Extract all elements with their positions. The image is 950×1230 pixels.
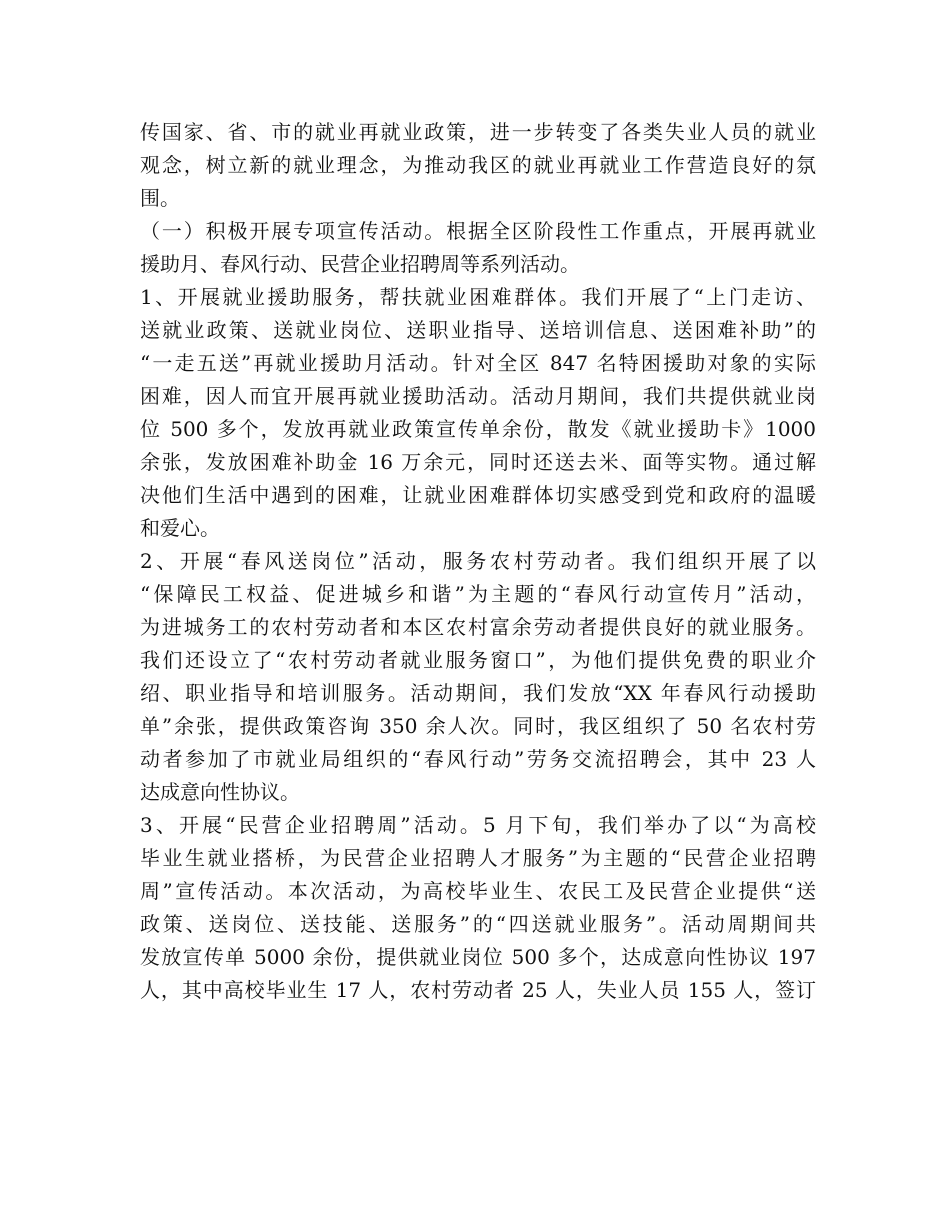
text-line: （一）积极开展专项宣传活动。根据全区阶段性工作重点，开展再就业 [140,219,816,243]
text-line: 达成意向性协议。 [140,780,300,804]
text-line: “一走五送”再就业援助月活动。针对全区 847 名特困援助对象的实际 [140,351,816,375]
text-line: 毕业生就业搭桥，为民营企业招聘人才服务”为主题的“民营企业招聘 [140,846,816,870]
text-line: 周”宣传活动。本次活动，为高校毕业生、农民工及民营企业提供“送 [140,879,816,903]
text-line: 发放宣传单 5000 余份，提供就业岗位 500 多个，达成意向性协议 197 [140,945,816,969]
text-line: 2、开展“春风送岗位”活动，服务农村劳动者。我们组织开展了以 [140,549,816,573]
text-line: 1、开展就业援助服务，帮扶就业困难群体。我们开展了“上门走访、 [140,285,816,309]
text-line: 余张，发放困难补助金 16 万余元，同时还送去米、面等实物。通过解 [140,450,816,474]
text-line: 政策、送岗位、送技能、送服务”的“四送就业服务”。活动周期间共 [140,912,816,936]
text-line: 单”余张，提供政策咨询 350 余人次。同时，我区组织了 50 名农村劳 [140,714,816,738]
text-line: 援助月、春风行动、民营企业招聘周等系列活动。 [140,252,580,276]
text-line: 观念，树立新的就业理念，为推动我区的就业再就业工作营造良好的氛 [140,153,816,177]
text-line: “保障民工权益、促进城乡和谐”为主题的“春风行动宣传月”活动， [140,582,816,606]
text-line: 和爱心。 [140,516,220,540]
text-line: 绍、职业指导和培训服务。活动期间，我们发放“XX 年春风行动援助 [140,681,816,705]
text-line: 位 500 多个，发放再就业政策宣传单余份，散发《就业援助卡》1000 [140,417,816,441]
text-line: 困难，因人而宜开展再就业援助活动。活动月期间，我们共提供就业岗 [140,384,816,408]
text-line: 我们还设立了“农村劳动者就业服务窗口”，为他们提供免费的职业介 [140,648,816,672]
text-line: 为进城务工的农村劳动者和本区农村富余劳动者提供良好的就业服务。 [140,615,816,639]
text-line: 3、开展“民营企业招聘周”活动。5 月下旬，我们举办了以“为高校 [140,813,816,837]
text-line: 动者参加了市就业局组织的“春风行动”劳务交流招聘会，其中 23 人 [140,747,816,771]
text-line: 送就业政策、送就业岗位、送职业指导、送培训信息、送困难补助”的 [140,318,816,342]
document-body [140,116,816,1007]
text-line: 决他们生活中遇到的困难，让就业困难群体切实感受到党和政府的温暖 [140,483,816,507]
text-line: 传国家、省、市的就业再就业政策，进一步转变了各类失业人员的就业 [140,120,816,144]
text-line: 人，其中高校毕业生 17 人，农村劳动者 25 人，失业人员 155 人，签订 [140,978,816,1002]
text-line: 围。 [140,186,180,210]
